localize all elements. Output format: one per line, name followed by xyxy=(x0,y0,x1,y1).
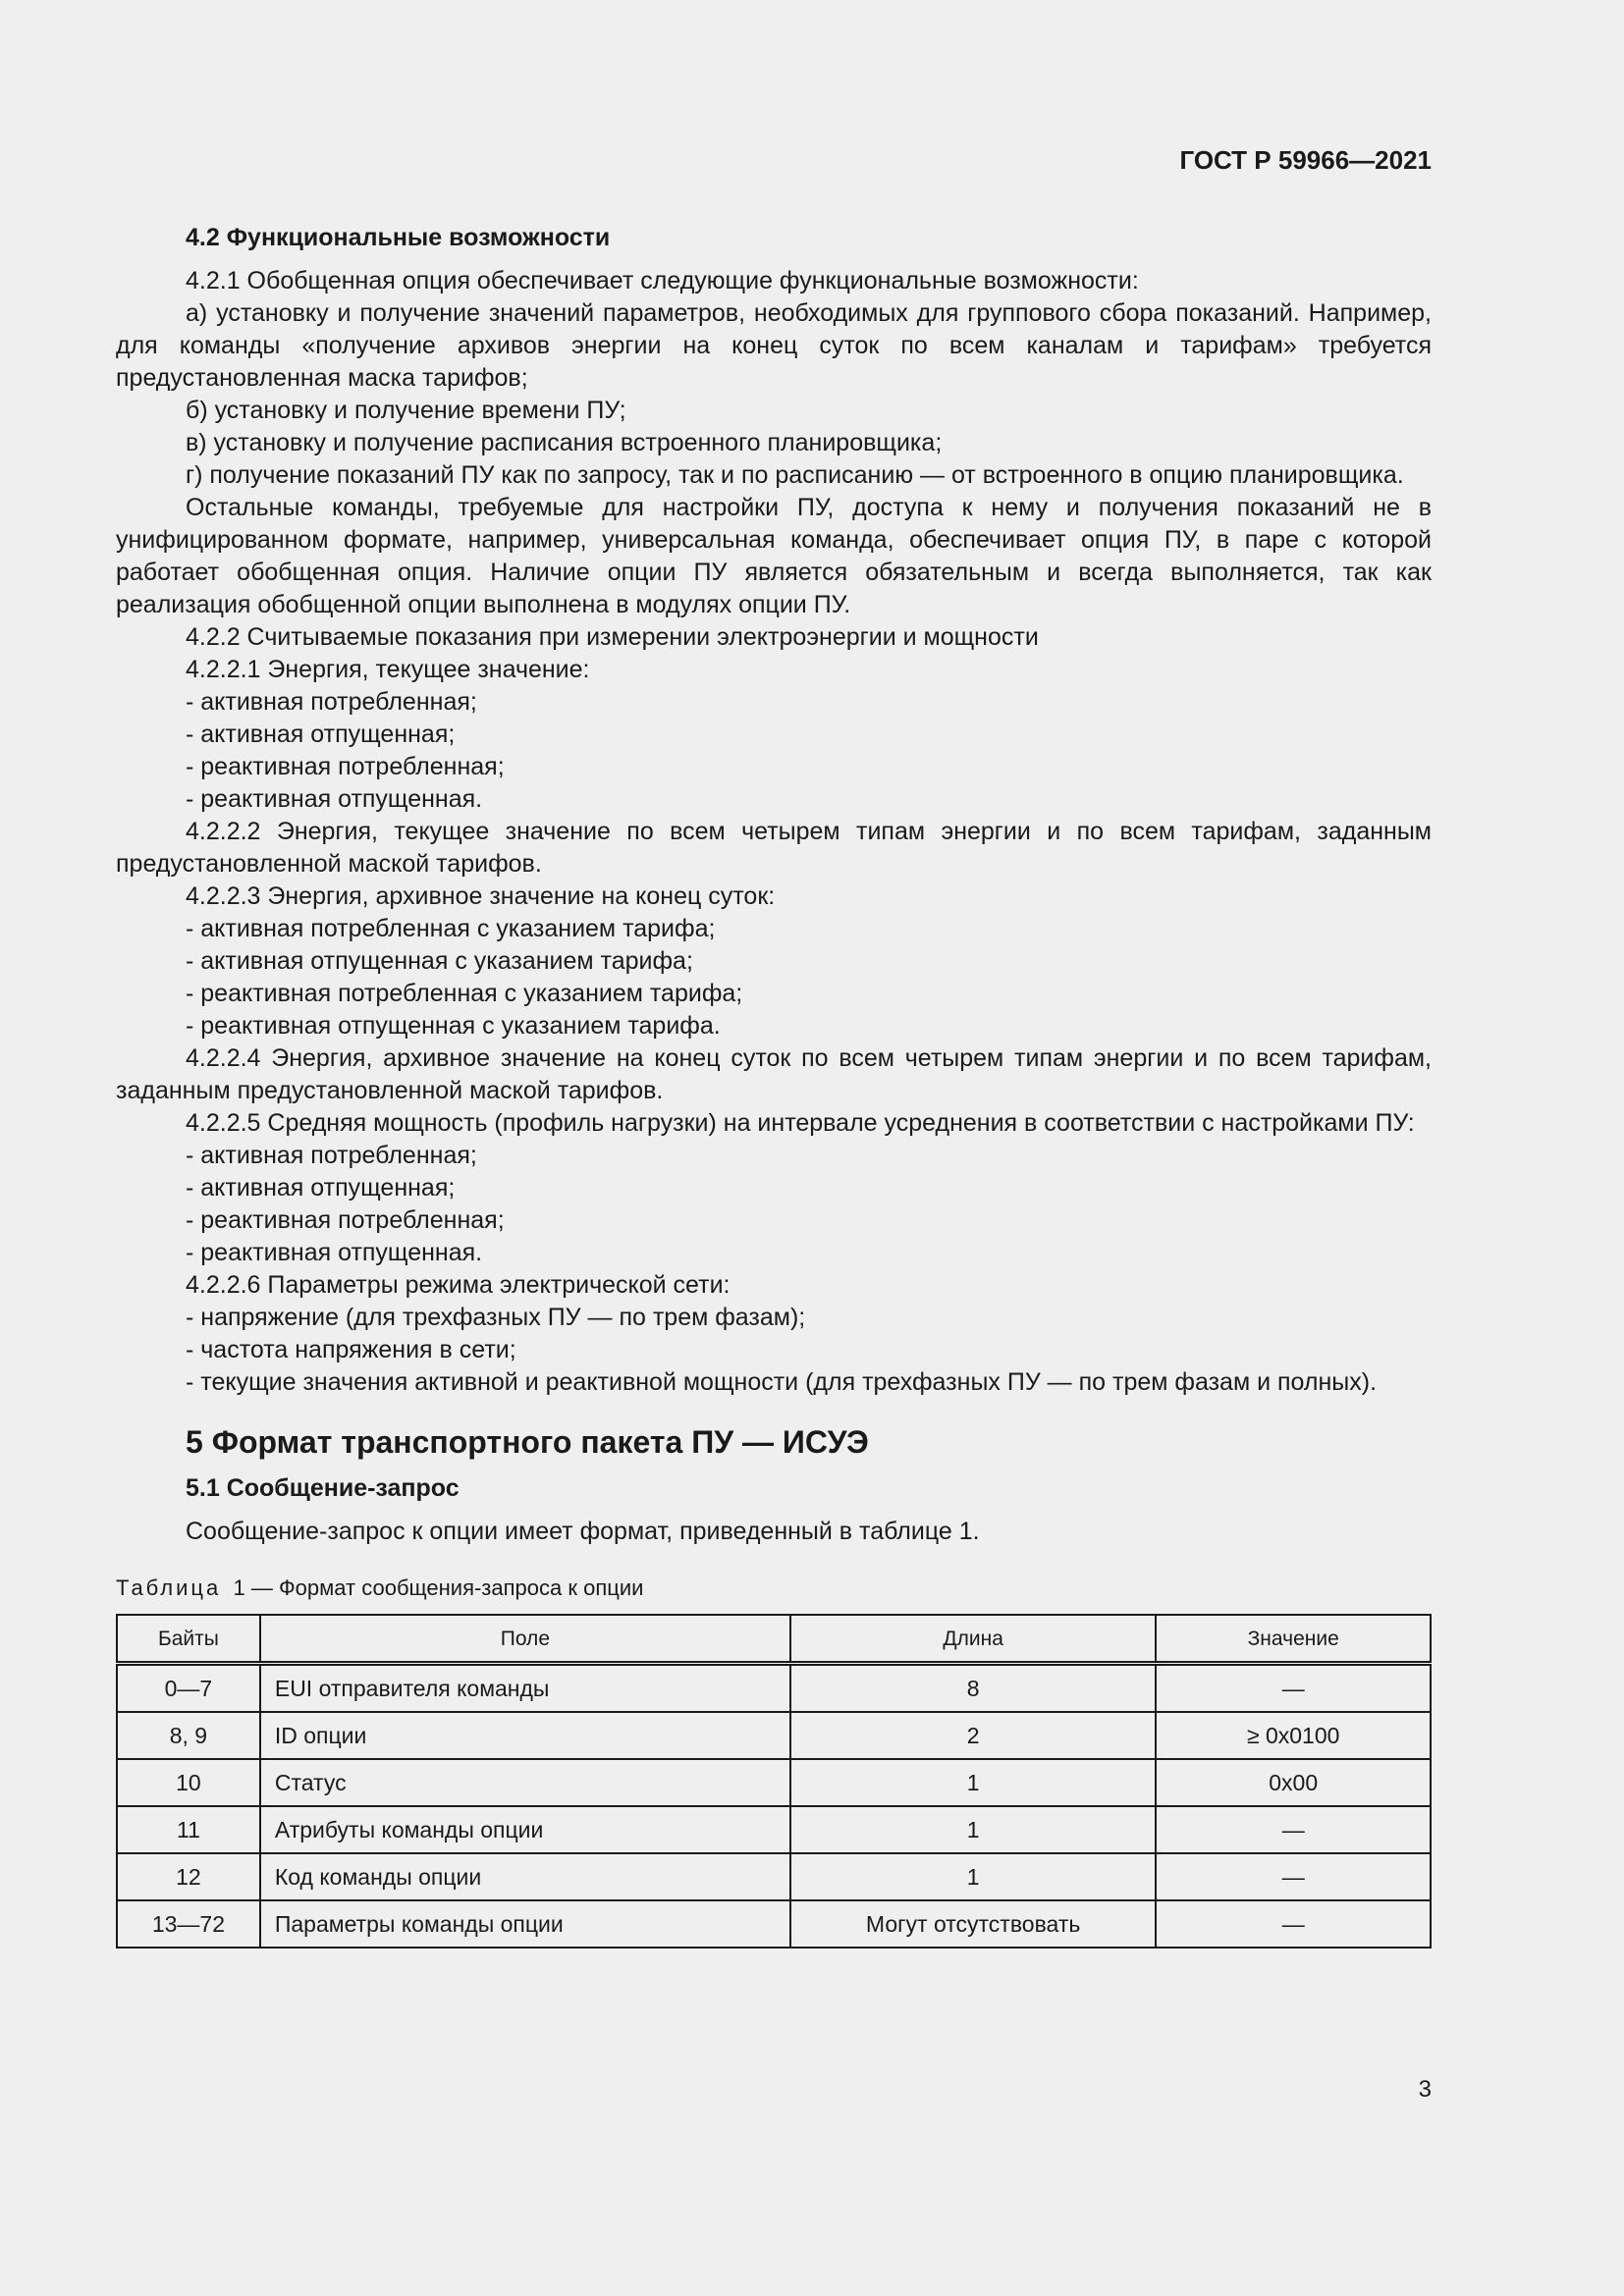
paragraph-4-2-2-3: 4.2.2.3 Энергия, архивное значение на конец суток: xyxy=(186,882,776,910)
header-field: Поле xyxy=(260,1615,790,1664)
paragraph-4-2-2-4: 4.2.2.4 Энергия, архивное значение на конец суток по всем четырем типам энергии и по всем тарифам, заданным предустановленной маской тарифов. xyxy=(116,1044,1432,1104)
cell-length: 1 xyxy=(790,1759,1157,1806)
table-row xyxy=(117,1712,1431,1759)
document-id: ГОСТ Р 59966—2021 xyxy=(1179,145,1432,175)
section-5-title: 5 Формат транспортного пакета ПУ — ИСУЭ xyxy=(186,1424,869,1460)
list-item: - реактивная отпущенная. xyxy=(186,1239,483,1266)
cell-length: 2 xyxy=(790,1712,1157,1759)
table-row xyxy=(117,1664,1431,1713)
cell-bytes: 13—72 xyxy=(117,1900,260,1948)
cell-value: — xyxy=(1156,1853,1431,1900)
cell-bytes: 8, 9 xyxy=(117,1712,260,1759)
header-bytes: Байты xyxy=(117,1615,260,1664)
list-item-v: в) установку и получение расписания встроенного планировщика; xyxy=(186,429,943,456)
table-header-row xyxy=(117,1615,1431,1664)
paragraph-4-2-2: 4.2.2 Считываемые показания при измерении электроэнергии и мощности xyxy=(186,623,1039,651)
table-row xyxy=(117,1806,1431,1853)
cell-value: ≥ 0x0100 xyxy=(1156,1712,1431,1759)
cell-bytes: 10 xyxy=(117,1759,260,1806)
list-item-g: г) получение показаний ПУ как по запросу, так и по расписанию — от встроенного в опцию планировщика. xyxy=(186,461,1404,489)
cell-length: 1 xyxy=(790,1853,1157,1900)
section-4-2-title: 4.2 Функциональные возможности xyxy=(186,224,611,251)
paragraph-other-commands: Остальные команды, требуемые для настройки ПУ, доступа к нему и получения показаний не в унифицированном формате, например, универсальная команда, обеспечивает опция ПУ, в паре с которой работает обобщенная опция. Наличие опции ПУ является обязательным и всегда выполняется, так как реализация обобщенной опции выполнена в модулях опции ПУ. xyxy=(116,494,1432,618)
cell-value: — xyxy=(1156,1900,1431,1948)
cell-bytes: 0—7 xyxy=(117,1664,260,1713)
cell-field: EUI отправителя команды xyxy=(260,1664,790,1713)
cell-length: 1 xyxy=(790,1806,1157,1853)
cell-bytes: 12 xyxy=(117,1853,260,1900)
paragraph-4-2-1: 4.2.1 Обобщенная опция обеспечивает следующие функциональные возможности: xyxy=(186,267,1139,294)
list-item: - реактивная отпущенная. xyxy=(186,785,483,813)
cell-value: 0x00 xyxy=(1156,1759,1431,1806)
list-item: - активная отпущенная; xyxy=(186,721,456,748)
cell-bytes: 11 xyxy=(117,1806,260,1853)
paragraph-4-2-2-6: 4.2.2.6 Параметры режима электрической сети: xyxy=(186,1271,731,1299)
cell-value: — xyxy=(1156,1664,1431,1713)
document-body xyxy=(116,222,1432,1949)
list-item: - активная потребленная с указанием тарифа; xyxy=(186,915,716,942)
list-item: - напряжение (для трехфазных ПУ — по трем фазам); xyxy=(186,1304,806,1331)
list-item-a: а) установку и получение значений параметров, необходимых для группового сбора показаний. Например, для команды «получение архивов энергии на конец суток по всем каналам и тарифам» требуется предустановленная маска тарифов; xyxy=(116,299,1432,392)
page-number: 3 xyxy=(1418,2076,1432,2103)
list-item: - активная отпущенная; xyxy=(186,1174,456,1201)
paragraph-4-2-2-1: 4.2.2.1 Энергия, текущее значение: xyxy=(186,656,590,683)
header-length: Длина xyxy=(790,1615,1157,1664)
cell-length: 8 xyxy=(790,1664,1157,1713)
cell-field: Параметры команды опции xyxy=(260,1900,790,1948)
paragraph-4-2-2-5: 4.2.2.5 Средняя мощность (профиль нагрузки) на интервале усреднения в соответствии с настройками ПУ: xyxy=(186,1109,1415,1137)
cell-field: Код команды опции xyxy=(260,1853,790,1900)
list-item: - текущие значения активной и реактивной мощности (для трехфазных ПУ — по трем фазам и полных). xyxy=(186,1368,1378,1396)
table-caption xyxy=(116,1572,1432,1604)
cell-length: Могут отсутствовать xyxy=(790,1900,1157,1948)
list-item: - частота напряжения в сети; xyxy=(186,1336,516,1363)
paragraph-4-2-2-2: 4.2.2.2 Энергия, текущее значение по всем четырем типам энергии и по всем тарифам, заданным предустановленной маской тарифов. xyxy=(116,818,1432,878)
list-item: - активная отпущенная с указанием тарифа; xyxy=(186,947,693,975)
cell-field: Статус xyxy=(260,1759,790,1806)
cell-value: — xyxy=(1156,1806,1431,1853)
paragraph-5-1-intro: Сообщение-запрос к опции имеет формат, приведенный в таблице 1. xyxy=(186,1518,980,1545)
section-5-1-title: 5.1 Сообщение-запрос xyxy=(186,1474,460,1502)
list-item: - активная потребленная; xyxy=(186,1142,477,1169)
list-item-b: б) установку и получение времени ПУ; xyxy=(186,397,626,424)
table-caption-label: Таблица xyxy=(116,1575,222,1600)
list-item: - реактивная потребленная; xyxy=(186,1206,505,1234)
table-row xyxy=(117,1900,1431,1948)
list-item: - активная потребленная; xyxy=(186,688,477,716)
cell-field: Атрибуты команды опции xyxy=(260,1806,790,1853)
list-item: - реактивная потребленная с указанием тарифа; xyxy=(186,980,743,1007)
list-item: - реактивная отпущенная с указанием тарифа. xyxy=(186,1012,721,1040)
request-format-table xyxy=(116,1614,1432,1949)
cell-field: ID опции xyxy=(260,1712,790,1759)
table-caption-text: 1 — Формат сообщения-запроса к опции xyxy=(233,1575,644,1600)
list-item: - реактивная потребленная; xyxy=(186,753,505,780)
header-value: Значение xyxy=(1156,1615,1431,1664)
table-row xyxy=(117,1853,1431,1900)
table-row xyxy=(117,1759,1431,1806)
